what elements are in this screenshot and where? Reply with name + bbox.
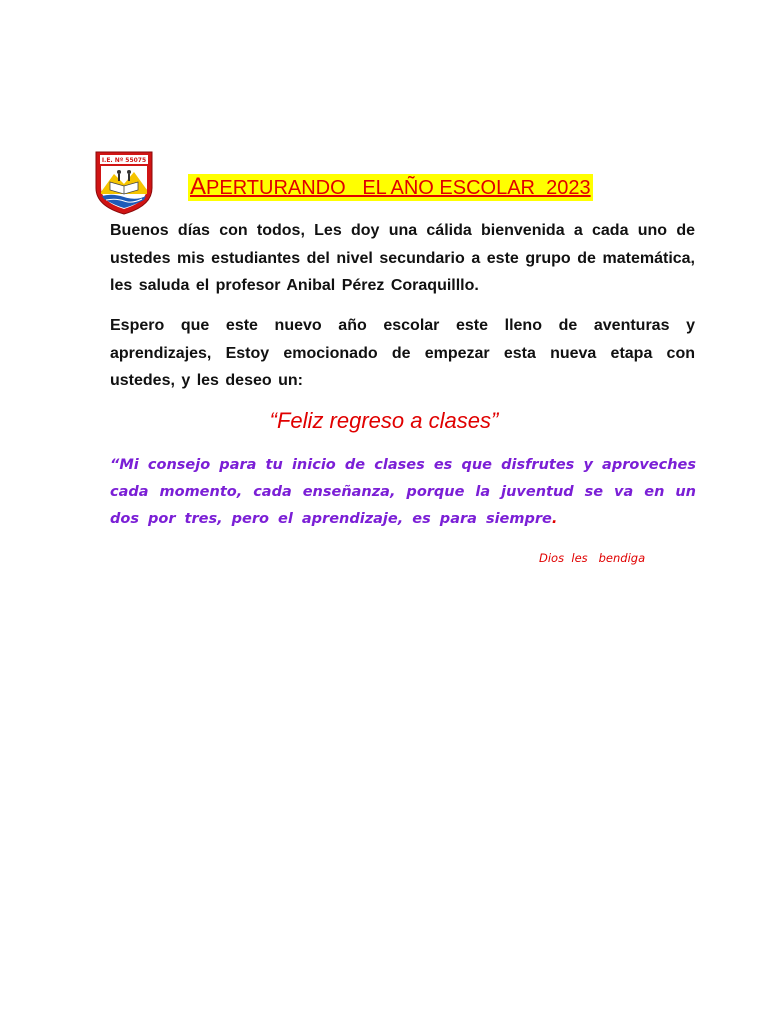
school-shield-logo-icon	[92, 148, 156, 216]
advice-quote-end: .	[551, 511, 558, 527]
advice-quote-text: “Mi consejo para tu inicio de clases es que disfrutes y aproveches cada momento, cada enseñanza, porque la juventud se va en un dos por tres, pero el aprendizaje, es para siempre	[110, 457, 696, 527]
advice-quote	[110, 452, 696, 533]
hope-paragraph: Espero que este nuevo año escolar este lleno de aventuras y aprendizajes, Estoy emocionado de empezar esta nueva etapa con ustedes, y les deseo un:	[110, 317, 695, 389]
feliz-regreso-heading: “Feliz regreso a clases”	[269, 408, 499, 433]
document-title	[188, 174, 593, 201]
logo-text: I.E. Nº 55075	[101, 157, 147, 164]
welcome-paragraph: Buenos días con todos, Les doy una cálida bienvenida a cada uno de ustedes mis estudiantes del nivel secundario a este grupo de matemática, les saluda el profesor Anibal Pérez Coraquilllo.	[110, 222, 695, 294]
title-initial: A	[190, 173, 207, 200]
document-header	[92, 148, 702, 216]
blessing-signoff: Dios les bendiga	[539, 551, 646, 565]
title-rest: PERTURANDO EL AÑO ESCOLAR 2023	[206, 177, 591, 199]
